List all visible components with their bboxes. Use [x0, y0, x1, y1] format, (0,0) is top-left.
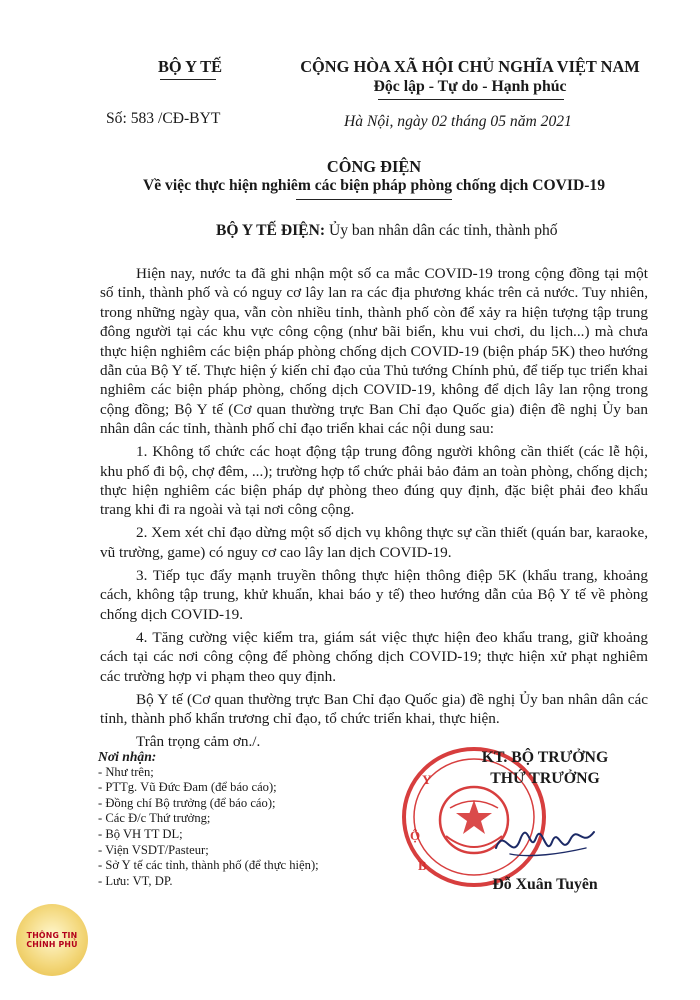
addressee-target: Ủy ban nhân dân các tỉnh, thành phố [325, 222, 558, 239]
recipients-label: Nơi nhận: [98, 749, 157, 764]
body-item-1: 1. Không tổ chức các hoạt động tập trung đông người không cần thiết (các lễ hội, khu phố đi bộ, chợ đêm, ...); trường hợp tổ chức phải bảo đảm an toàn phòng, chống dịch; thực hiện nghiêm các biện pháp dự phòng theo đúng quy định, đặc biệt phải đeo khẩu trang khi đi ra ngoài và tại nơi công cộng. [100, 443, 648, 519]
signature-title-line1: KT. BỘ TRƯỞNG [481, 749, 609, 766]
motto-underline [378, 99, 564, 100]
document-subject: Về việc thực hiện nghiêm các biện pháp phòng chống dịch COVID-19 [142, 177, 606, 194]
nation-name: CỘNG HÒA XÃ HỘI CHỦ NGHĨA VIỆT NAM [300, 57, 640, 76]
svg-text:Ộ: Ộ [410, 828, 421, 843]
place-date: Hà Nội, ngày 02 tháng 05 năm 2021 [344, 113, 572, 130]
logo-text-line2: CHÍNH PHỦ [26, 940, 78, 949]
title-underline [296, 199, 452, 200]
recipient-item: - Lưu: VT, DP. [98, 873, 173, 888]
recipient-item: - Các Đ/c Thứ trưởng; [98, 811, 211, 826]
document-body [100, 264, 648, 755]
recipient-item: - Bộ VH TT DL; [98, 826, 183, 841]
body-thanks: Trân trọng cảm ơn./. [136, 732, 261, 750]
body-item-3: 3. Tiếp tục đẩy mạnh truyền thông thực hiện thông điệp 5K (khẩu trang, khoảng cách, không tập trung, khử khuẩn, khai báo y tế) theo hướng dẫn của Bộ Y tế về phòng chống dịch COVID-19. [100, 566, 648, 623]
thong-tin-chinh-phu-logo [16, 904, 88, 976]
recipient-item: - PTTg. Vũ Đức Đam (để báo cáo); [98, 780, 277, 795]
body-item-2: 2. Xem xét chỉ đạo dừng một số dịch vụ không thực sự cần thiết (quán bar, karaoke, vũ trường, game) có nguy cơ cao lây lan dịch COVID-19. [100, 524, 648, 561]
national-motto: Độc lập - Tự do - Hạnh phúc [373, 78, 567, 95]
body-item-4: 4. Tăng cường việc kiểm tra, giám sát việc thực hiện đeo khẩu trang, giữ khoảng cách tại các nơi công cộng để phòng chống dịch COVID-19; thực hiện xử phạt nghiêm các trường hợp vi phạm theo quy định. [100, 628, 648, 685]
logo-text-line1: THÔNG TIN [26, 931, 78, 940]
issuer-name: BỘ Y TẾ [157, 57, 223, 76]
recipient-item: - Đồng chí Bộ trưởng (để báo cáo); [98, 795, 276, 810]
recipient-item: - Sở Y tế các tỉnh, thành phố (để thực hiện); [98, 858, 319, 873]
handwritten-signature [490, 818, 600, 868]
svg-text:B: B [418, 858, 427, 873]
document-type: CÔNG ĐIỆN [326, 157, 422, 176]
addressee [216, 222, 558, 240]
recipients-list [98, 749, 319, 889]
body-closing-request: Bộ Y tế (Cơ quan thường trực Ban Chỉ đạo Quốc gia) đề nghị Ủy ban nhân dân các tỉnh, thành phố khẩn trương chỉ đạo, tổ chức triển khai, thực hiện. [100, 690, 648, 727]
signature-title-line2: THỨ TRƯỞNG [490, 770, 600, 787]
issuer-underline [160, 79, 216, 80]
addressee-prefix: BỘ Y TẾ ĐIỆN: [216, 222, 326, 239]
svg-text:Y: Y [422, 772, 432, 787]
recipient-item: - Viện VSDT/Pasteur; [98, 842, 209, 857]
signer-name: Đỗ Xuân Tuyên [492, 876, 598, 893]
document-number: Số: 583 /CĐ-BYT [106, 110, 221, 127]
recipient-item: - Như trên; [98, 764, 154, 779]
body-intro: Hiện nay, nước ta đã ghi nhận một số ca mắc COVID-19 trong cộng đồng tại một số tỉnh, thành phố và có nguy cơ lây lan ra các địa phương khác trên cả nước. Tuy nhiên, trong những ngày qua, vẫn còn nhiều tỉnh, thành phố còn để xảy ra hiện tượng tập trung đông người tại các khu vực công cộng (như bãi biển, khu vui chơi, du lịch...) mà chưa thực hiện nghiêm các biện pháp phòng chống dịch COVID-19 (biện pháp 5K) theo hướng dẫn của Bộ Y tế. Thực hiện ý kiến chỉ đạo của Thủ tướng Chính phủ, để tiếp tục triển khai nghiêm các biện pháp phòng, chống dịch COVID-19, không để dịch lây lan rộng trong cộng đồng; Bộ Y tế (Cơ quan thường trực Ban Chỉ đạo Quốc gia) điện đề nghị Ủy ban nhân dân các tỉnh, thành phố chỉ đạo triển khai các nội dung sau: [100, 265, 648, 438]
